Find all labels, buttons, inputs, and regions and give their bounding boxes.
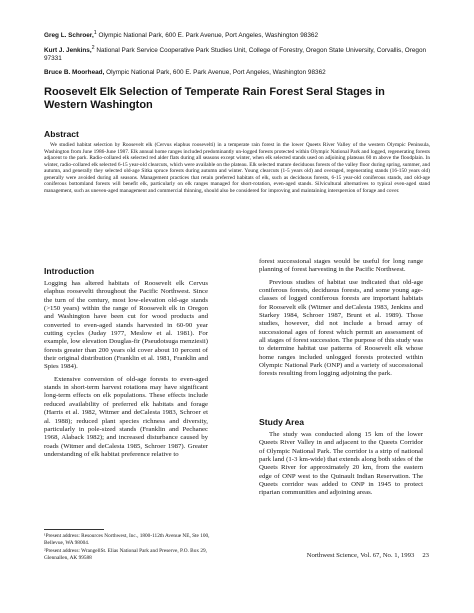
body-paragraph: Logging has altered habitats of Roosevelt elk Cervus elaphus roosevelti throughout the Pacific Northwest. Since the turn of the century, most low-elevation old-age stands (>150 years) within the range of Roosevelt elk in Oregon and Washington have been cut for wood products and converted to even-aged stands harvested in 60-90 year cutting cycles (Juday 1977, Meslow et al. 1981). For example, low elevation Douglas-fir (Pseudotsuga menziesii) forests greater than 200 years old cover about 10 percent of their original distribution (Franklin et al. 1981, Franklin and Spies 1984). (44, 280, 208, 371)
body-paragraph: forest successional stages would be useful for long range planning of forest harvesting in the Pacific Northwest. (259, 258, 423, 274)
page-footer (259, 552, 429, 560)
affiliation-text: Olympic National Park, 600 E. Park Avenue, Port Angeles, Washington 98362 (104, 69, 326, 77)
footnote-marker: 1 (93, 30, 97, 36)
footnote-divider (44, 529, 104, 530)
footnote: ¹Present address: Resources Northwest, Inc., 1800-112th Avenue NE, Ste 100, Bellevue, WA 98004. (44, 533, 210, 546)
journal-citation: Northwest Science, Vol. 67, No. 1, 1993 (306, 552, 415, 559)
author-name: Bruce B. Moorhead, (44, 69, 105, 77)
footnotes (44, 533, 212, 563)
study-area-body (259, 431, 423, 541)
author-affiliation-2 (44, 45, 444, 62)
abstract-paragraph: We studied habitat selection by Roosevelt elk (Cervus elaphus roosevelti) in a temperate rain forest in the lower Queets River Valley of the western Olympic Peninsula, Washington from June 1986-June 1987. Elk annual home ranges included predominantly un-logged forests protected within Olympic National Park and logged, regenerating forests adjacent to the park. Radio-collared elk selected red alder flats during all seasons except winter, when elk selected stands used on adjoining plateaus 60 m above the floodplain. In winter, radio-collared elk selected 6-15 year-old clearcuts, which were available on the plateau. Elk selected mature deciduous forests of the valley floor during spring, summer, and autumn, and generally they selected old-age Sitka spruce forests during autumn and winter. Young clearcuts (1-5 years old) and overaged, regenerating stands (16-150 years old) generally were avoided during all seasons. Management practices that retain preferred habitats of elk, such as deciduous forests, 6-15 year-old coniferous stands, and old-age coniferous bottomland forests will benefit elk, particularly on elk ranges managed for short-rotation, even-aged stands. Silvicultural alternatives to typical even-aged stand management, such as uneven-aged management and commercial thinning, should also be considered for improving and maintaining interspersion of forage and cover. (44, 142, 430, 194)
study-area-heading: Study Area (259, 417, 305, 427)
abstract-body (44, 142, 430, 194)
affiliation-text: Olympic National Park, 600 E. Park Avenue, Port Angeles, Washington 98362 (96, 32, 319, 40)
introduction-heading: Introduction (44, 266, 95, 276)
right-column (259, 258, 423, 396)
left-column (44, 280, 208, 508)
author-affiliation-3 (44, 67, 444, 77)
paper-title: Roosevelt Elk Selection of Temperate Rain Forest Seral Stages in Western Washington (44, 86, 385, 111)
page-number: 23 (422, 552, 429, 559)
body-paragraph: Previous studies of habitat use indicated that old-age coniferous forests, deciduous forests, and some young age-classes of logged coniferous forests are important habitats for Roosevelt elk (Witmer and deCalesta 1983, Jenkins and Starkey 1984, Schroer 1987, Brunt et al. 1989). Those studies, however, did not include a broad array of successional ages of forest which permit an assessment of all stages of forest succession. The purpose of this study was to determine habitat use patterns of Roosevelt elk whose home ranges included unlogged forests protected within Olympic National Park (ONP) and a variety of successional forests resulting from logging adjoining the park. (259, 278, 423, 378)
footnote: ²Present address: WrangellSt. Elias National Park and Preserve, P.O. Box 29, Glennallen, AK 99588 (44, 548, 207, 561)
affiliation-text: National Park Service Cooperative Park Studies Unit, College of Forestry, Oregon State University, Corvallis, Oregon 97331 (44, 47, 427, 62)
author-name: Greg L. Schroer, (44, 32, 94, 40)
body-paragraph: Extensive conversion of old-age forests to even-aged stands in short-term harvest rotations may have significant long-term effects on elk populations. These effects include reduced availability of preferred elk habitats and forage (Harris et al. 1982, Witmer and deCalesta 1983, Schroer et al. 1988); reduced plant species richness and diversity, particularly in pole-sized stands (Franklin and Pechanec 1968, Alaback 1982); and increased disturbance caused by roads (Witmer and deCalesta 1985, Schroer 1987). Greater understanding of elk habitat preference relative to (44, 375, 208, 458)
abstract-heading: Abstract (44, 129, 79, 139)
author-name: Kurt J. Jenkins, (44, 47, 92, 55)
body-paragraph: The study was conducted along 15 km of the lower Queets River Valley in and adjacent to the Queets Corridor of Olympic National Park. The corridor is a strip of national park land (1-3 km-wide) that extends along both sides of the Queets River for approximately 20 km, from the eastern edge of ONP west to the Quinault Indian Reservation. The Queets corridor was added to ONP in 1945 to protect riparian communities and adjoining areas. (259, 431, 423, 497)
author-affiliation-1 (44, 30, 444, 40)
footnote-marker: 2 (91, 45, 95, 51)
